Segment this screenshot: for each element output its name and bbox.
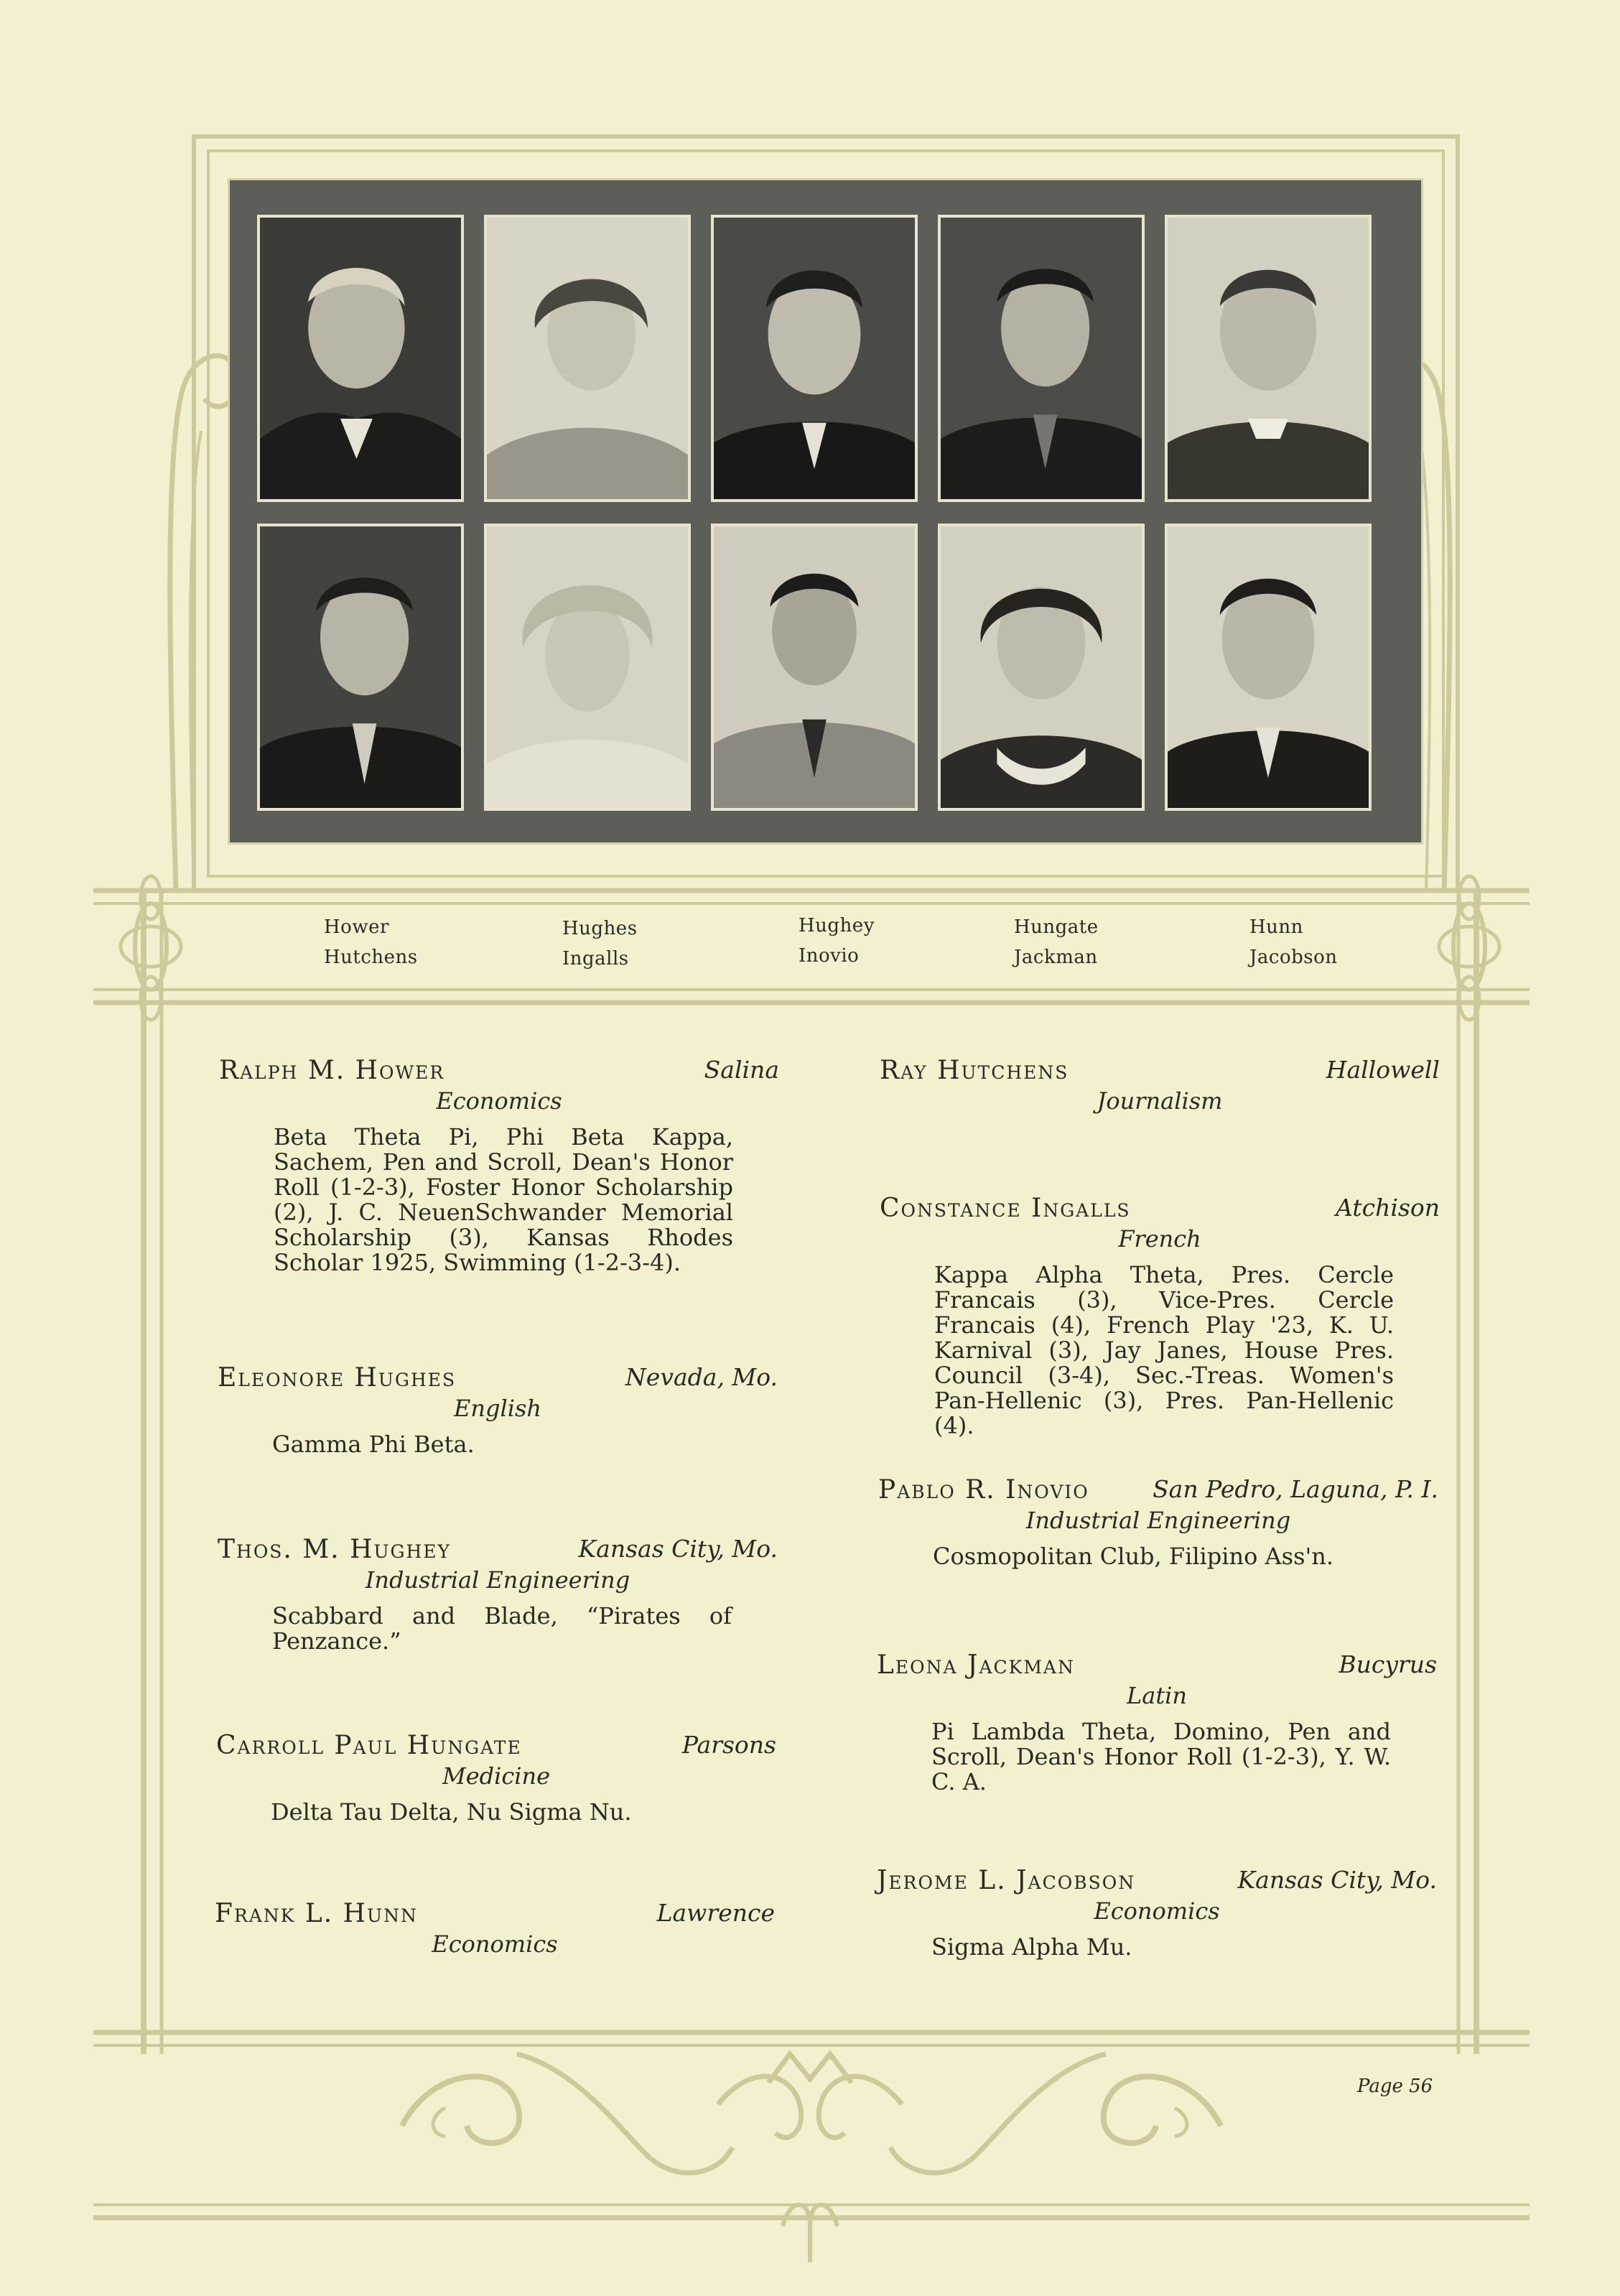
portrait-jackman bbox=[938, 524, 1145, 811]
caption-top-4: Hungate bbox=[1014, 916, 1099, 938]
caption-top-1: Hower bbox=[324, 916, 389, 938]
portrait-hower bbox=[257, 215, 464, 502]
entry-ingalls bbox=[880, 1194, 1440, 1439]
entry-activities: Cosmopolitan Club, Filipino Ass'n. bbox=[933, 1543, 1334, 1570]
portrait-ingalls bbox=[484, 524, 691, 811]
portrait-hungate bbox=[938, 215, 1145, 502]
portrait-hunn bbox=[1165, 215, 1372, 502]
entry-hungate bbox=[216, 1731, 776, 1825]
entry-name: Ray Hutchens bbox=[880, 1056, 1069, 1085]
caption-bottom-2: Ingalls bbox=[562, 948, 629, 970]
entry-town: Bucyrus bbox=[1339, 1650, 1437, 1678]
entry-activities: Gamma Phi Beta. bbox=[272, 1431, 475, 1458]
entry-town: Hallowell bbox=[1326, 1056, 1440, 1084]
entry-major: Economics bbox=[1094, 1897, 1220, 1925]
entry-name: Eleonore Hughes bbox=[218, 1363, 457, 1393]
entry-major: Economics bbox=[436, 1087, 562, 1115]
entry-hower bbox=[219, 1056, 779, 1275]
entry-name: Pablo R. Inovio bbox=[878, 1475, 1089, 1505]
entry-activities: Kappa Alpha Theta, Pres. Cercle Francais (3), Vice-Pres. Cercle Francais (4), French Play '23, K. U. Karnival (3), Jay Janes, House Pres. Council (3-4), Sec.-Treas. Women's Pan-Hellenic (3), Pres. Pan-Hellenic (4). bbox=[934, 1261, 1394, 1439]
entry-name: Frank L. Hunn bbox=[215, 1899, 418, 1928]
portrait-inovio bbox=[711, 524, 918, 811]
caption-bottom-3: Inovio bbox=[799, 945, 860, 967]
entry-major: French bbox=[1118, 1225, 1201, 1252]
portrait-hutchens bbox=[257, 524, 464, 811]
entry-major: Industrial Engineering bbox=[365, 1566, 630, 1594]
entry-hutchens bbox=[880, 1056, 1440, 1125]
entry-hughes bbox=[218, 1363, 778, 1457]
entry-hughey bbox=[218, 1535, 778, 1654]
entry-major: Industrial Engineering bbox=[1025, 1507, 1291, 1534]
entry-town: Nevada, Mo. bbox=[625, 1363, 778, 1391]
entry-inovio bbox=[878, 1475, 1438, 1569]
entry-activities: Delta Tau Delta, Nu Sigma Nu. bbox=[271, 1798, 632, 1826]
entry-town: San Pedro, Laguna, P. I. bbox=[1153, 1475, 1438, 1503]
entry-major: Journalism bbox=[1097, 1087, 1223, 1115]
entry-town: Kansas City, Mo. bbox=[1237, 1866, 1437, 1894]
entry-name: Constance Ingalls bbox=[880, 1194, 1131, 1223]
caption-top-3: Hughey bbox=[799, 915, 875, 936]
caption-bottom-1: Hutchens bbox=[324, 947, 418, 968]
entry-town: Atchison bbox=[1336, 1194, 1440, 1222]
entry-town: Salina bbox=[704, 1056, 779, 1084]
caption-top-2: Hughes bbox=[562, 918, 638, 939]
portrait-hughey bbox=[711, 215, 918, 502]
portrait-jacobson bbox=[1165, 524, 1372, 811]
entry-name: Jerome L. Jacobson bbox=[877, 1866, 1136, 1895]
caption-bottom-5: Jacobson bbox=[1249, 947, 1338, 968]
entry-jackman bbox=[877, 1650, 1437, 1795]
entry-name: Carroll Paul Hungate bbox=[216, 1731, 522, 1760]
caption-bottom-4: Jackman bbox=[1014, 947, 1098, 968]
entry-town: Kansas City, Mo. bbox=[578, 1535, 778, 1563]
entry-activities: Pi Lambda Theta, Domino, Pen and Scroll, Dean's Honor Roll (1-2-3), Y. W. C. A. bbox=[931, 1718, 1391, 1795]
entry-jacobson bbox=[877, 1866, 1437, 1960]
entry-activities: Sigma Alpha Mu. bbox=[931, 1933, 1132, 1961]
entry-name: Leona Jackman bbox=[877, 1650, 1075, 1680]
entry-hunn bbox=[215, 1899, 775, 1968]
entry-town: Lawrence bbox=[656, 1899, 775, 1927]
caption-top-5: Hunn bbox=[1249, 916, 1303, 938]
entry-major: Medicine bbox=[442, 1762, 551, 1790]
entry-major: English bbox=[454, 1395, 541, 1422]
entry-town: Parsons bbox=[681, 1731, 776, 1759]
portrait-hughes bbox=[484, 215, 691, 502]
entry-major: Economics bbox=[432, 1930, 558, 1958]
entry-activities: Scabbard and Blade, “Pirates of Penzance.” bbox=[272, 1602, 732, 1655]
entry-activities: Beta Theta Pi, Phi Beta Kappa, Sachem, Pen and Scroll, Dean's Honor Roll (1-2-3), Foster Honor Scholarship (2), J. C. NeuenSchwander Memorial Scholarship (3), Kansas Rhodes Scholar 1925, Swimming (1-2-3-4). bbox=[274, 1123, 733, 1276]
portrait-panel bbox=[228, 178, 1423, 845]
page-number: Page 56 bbox=[1357, 2076, 1433, 2097]
entry-name: Thos. M. Hughey bbox=[218, 1535, 452, 1564]
entry-major: Latin bbox=[1126, 1682, 1188, 1709]
entry-name: Ralph M. Hower bbox=[219, 1056, 445, 1085]
